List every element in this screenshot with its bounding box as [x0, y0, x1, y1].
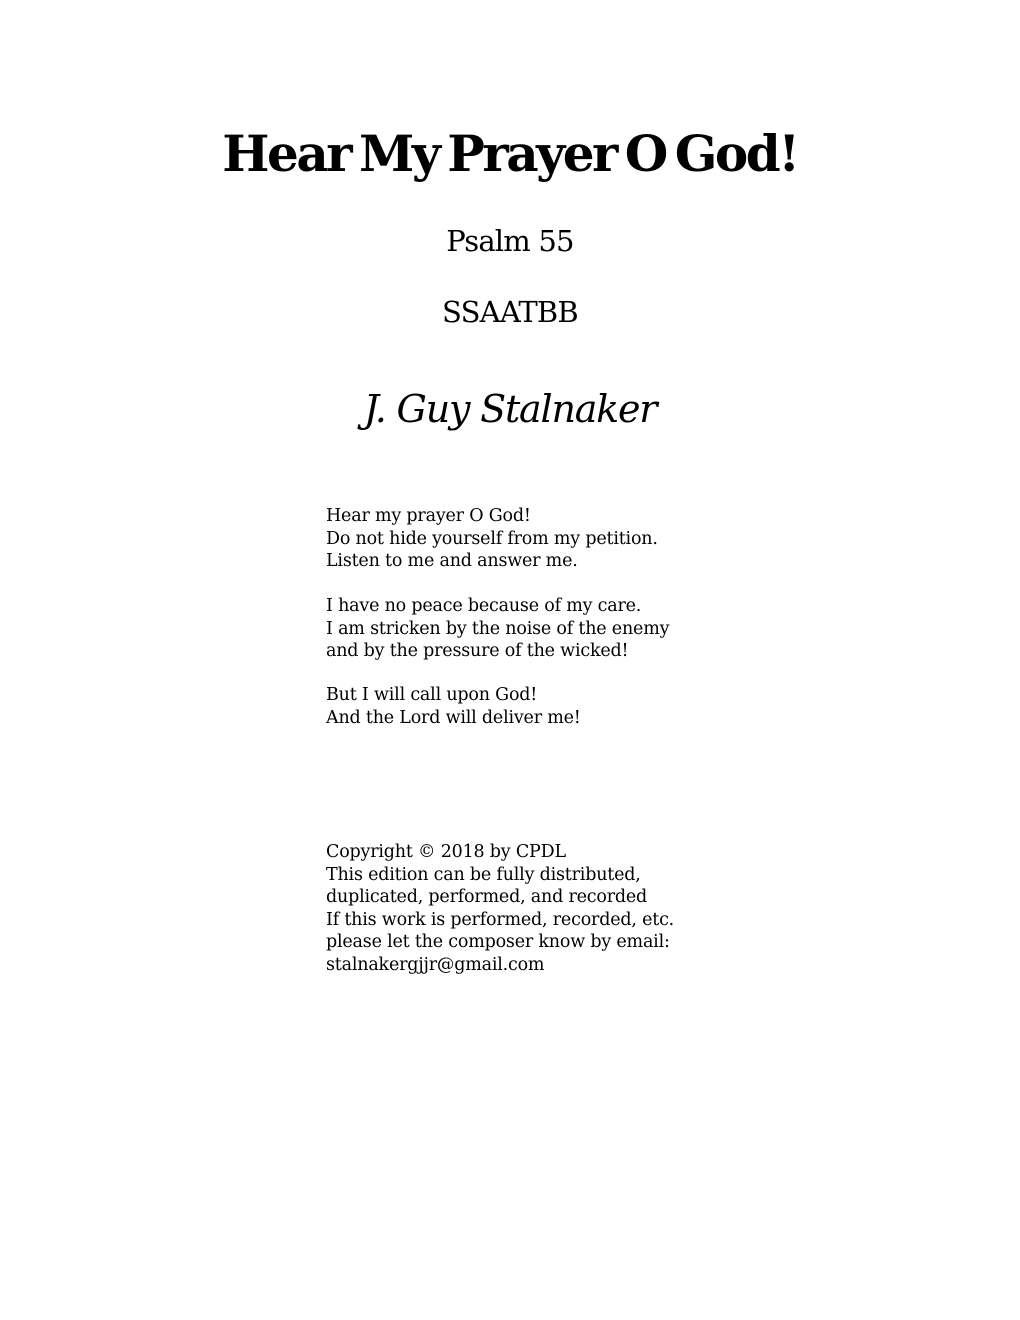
composer-name: J. Guy Stalnaker: [363, 387, 657, 431]
lyric-line: But I will call upon God!: [326, 685, 538, 705]
copyright-line: Copyright © 2018 by CPDL: [326, 842, 566, 862]
copyright-line: If this work is performed, recorded, etc.: [326, 909, 675, 930]
lyrics-stanza-3: [326, 684, 581, 729]
psalm-reference: Psalm 55: [446, 224, 574, 258]
lyric-line: Do not hide yourself from my petition.: [326, 528, 658, 549]
lyrics-stanza-2: [326, 595, 669, 663]
voicing-label: SSAATBB: [442, 295, 578, 329]
copyright-notice: [326, 841, 674, 976]
copyright-line: This edition can be fully distributed,: [326, 864, 641, 885]
lyric-line: And the Lord will deliver me!: [326, 707, 581, 728]
lyric-line: I am stricken by the noise of the enemy: [326, 618, 670, 639]
page-title: Hear My Prayer O God!: [222, 124, 798, 183]
copyright-line: please let the composer know by email:: [326, 932, 670, 952]
lyric-line: Listen to me and answer me.: [326, 551, 578, 571]
lyric-line: Hear my prayer O God!: [326, 506, 531, 526]
composer-email: stalnakergjjr@gmail.com: [326, 954, 545, 975]
lyric-line: I have no peace because of my care.: [326, 596, 642, 616]
copyright-line: duplicated, performed, and recorded: [326, 887, 648, 907]
lyric-line: and by the pressure of the wicked!: [326, 641, 629, 661]
lyrics-stanza-1: [326, 505, 658, 573]
